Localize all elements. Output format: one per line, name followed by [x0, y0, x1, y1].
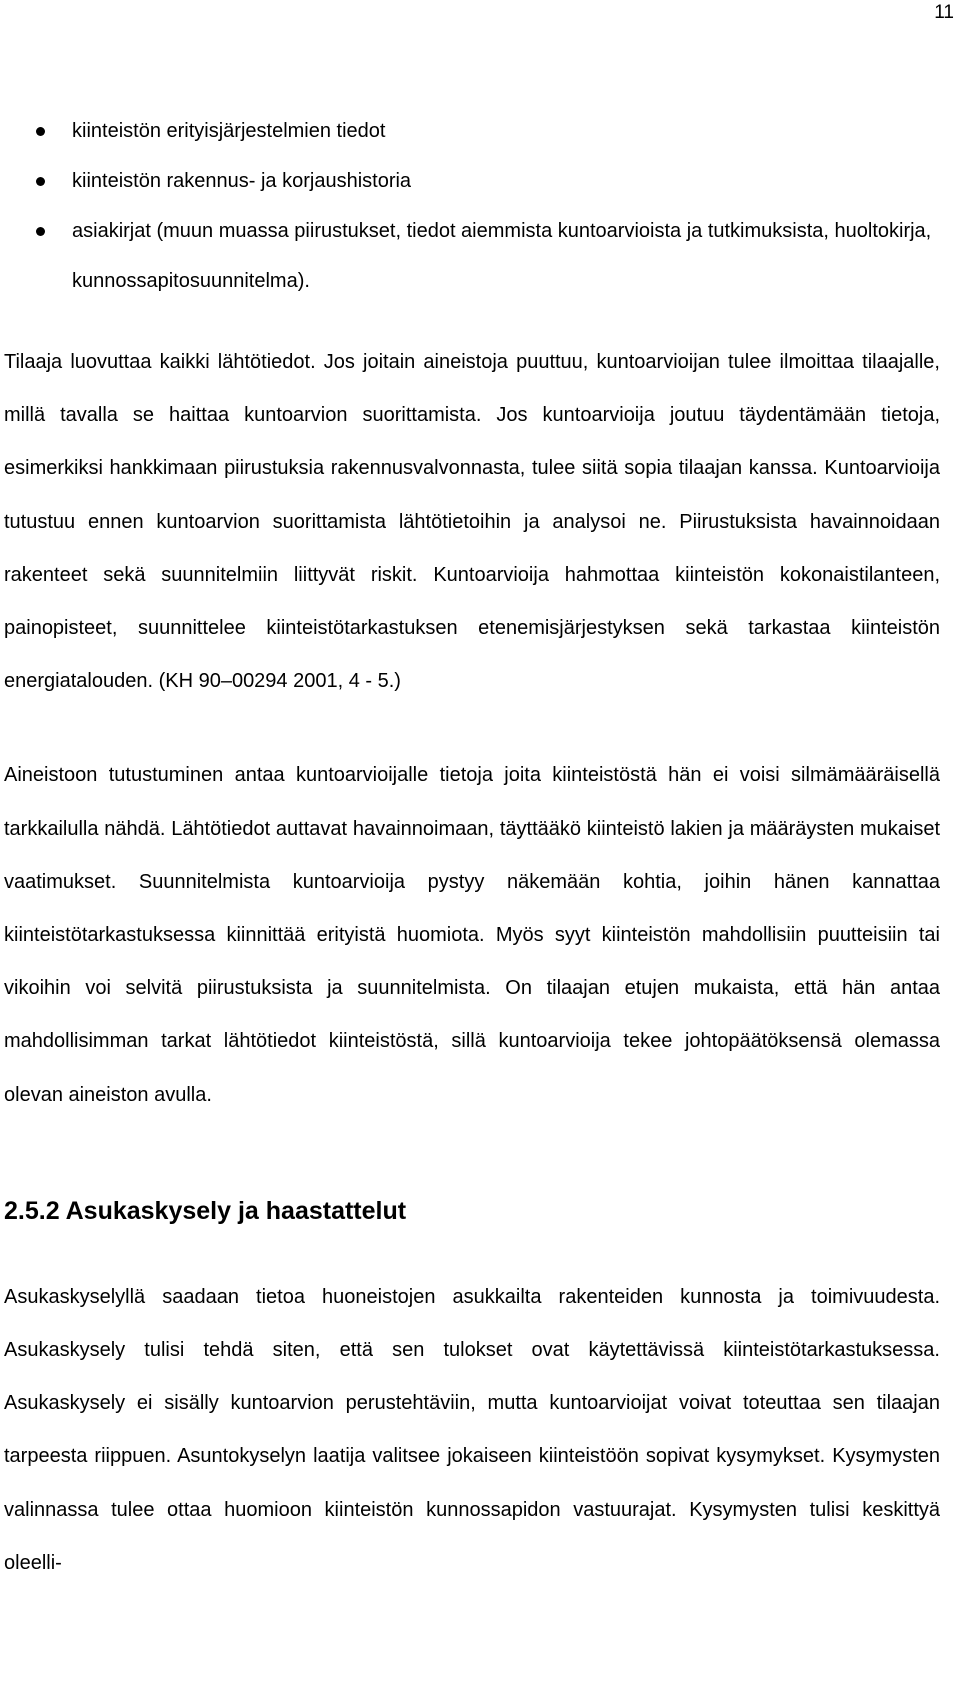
- paragraph: Asukaskyselyllä saadaan tietoa huoneistojen asukkailta rakenteiden kunnosta ja toimivuudesta. Asukaskysely tulisi tehdä siten, että sen tulokset ovat käytettävissä kiinteistötarkastuksessa. Asukaskysely ei sisälly kuntoarvion perustehtäviin, mutta kuntoarvioijat voivat toteuttaa sen tilaajan tarpeesta riippuen. Asuntokyselyn laatija valitsee jokaiseen kiinteistöön sopivat kysymykset. Kysymysten valinnassa tulee ottaa huomioon kiinteistön kunnossapidon vastuurajat. Kysymysten tulisi keskittyä oleelli-: [4, 1285, 940, 1574]
- bullet-list: [4, 106, 940, 306]
- list-item-text: kiinteistön erityisjärjestelmien tiedot: [72, 120, 386, 142]
- list-item-text: kiinteistön rakennus- ja korjaushistoria: [72, 170, 412, 192]
- list-item: [4, 106, 940, 156]
- bullet-icon: [36, 227, 45, 236]
- bullet-icon: [36, 177, 45, 186]
- bullet-icon: [36, 127, 45, 136]
- list-item: [4, 156, 940, 206]
- paragraph: Aineistoon tutustuminen antaa kuntoarvioijalle tietoja joita kiinteistöstä hän ei voisi silmämääräisellä tarkkailulla nähdä. Lähtötiedot auttavat havainnoimaan, täyttääkö kiinteistö lakien ja määräysten mukaiset vaatimukset. Suunnitelmista kuntoarvioija pystyy näkemään kohtia, joihin hänen kannattaa kiinteistötarkastuksessa kiinnittää erityistä huomiota. Myös syyt kiinteistön mahdollisiin puutteisiin tai vikoihin voi selvitä piirustuksista ja suunnitelmista. On tilaajan etujen mukaista, että hän antaa mahdollisimman tarkat lähtötiedot kiinteistöstä, sillä kuntoarvioija tekee johtopäätöksensä olemassa olevan aineiston avulla.: [4, 764, 940, 1106]
- document-body: [4, 106, 940, 1590]
- list-item-text: asiakirjat (muun muassa piirustukset, tiedot aiemmista kuntoarvioista ja tutkimuksista, huoltokirja, kunnossapitosuunnitelma).: [72, 220, 932, 292]
- section-heading: 2.5.2 Asukaskysely ja haastattelut: [4, 1196, 407, 1225]
- paragraph: Tilaaja luovuttaa kaikki lähtötiedot. Jos joitain aineistoja puuttuu, kuntoarvioijan tulee ilmoittaa tilaajalle, millä tavalla se haittaa kuntoarvion suorittamista. Jos kuntoarvioija joutuu täydentämään tietoja, esimerkiksi hankkimaan piirustuksia rakennusvalvonnasta, tulee siitä sopia tilaajan kanssa. Kuntoarvioija tutustuu ennen kuntoarvion suorittamista lähtötietoihin ja analysoi ne. Piirustuksista havainnoidaan rakenteet sekä suunnitelmiin liittyvät riskit. Kuntoarvioija hahmottaa kiinteistön kokonaistilanteen, painopisteet, suunnittelee kiinteistötarkastuksen etenemisjärjestyksen sekä tarkastaa kiinteistön energiatalouden. (KH 90–00294 2001, 4 - 5.): [4, 351, 940, 693]
- list-item: [4, 206, 940, 306]
- page-number: 11: [934, 2, 954, 23]
